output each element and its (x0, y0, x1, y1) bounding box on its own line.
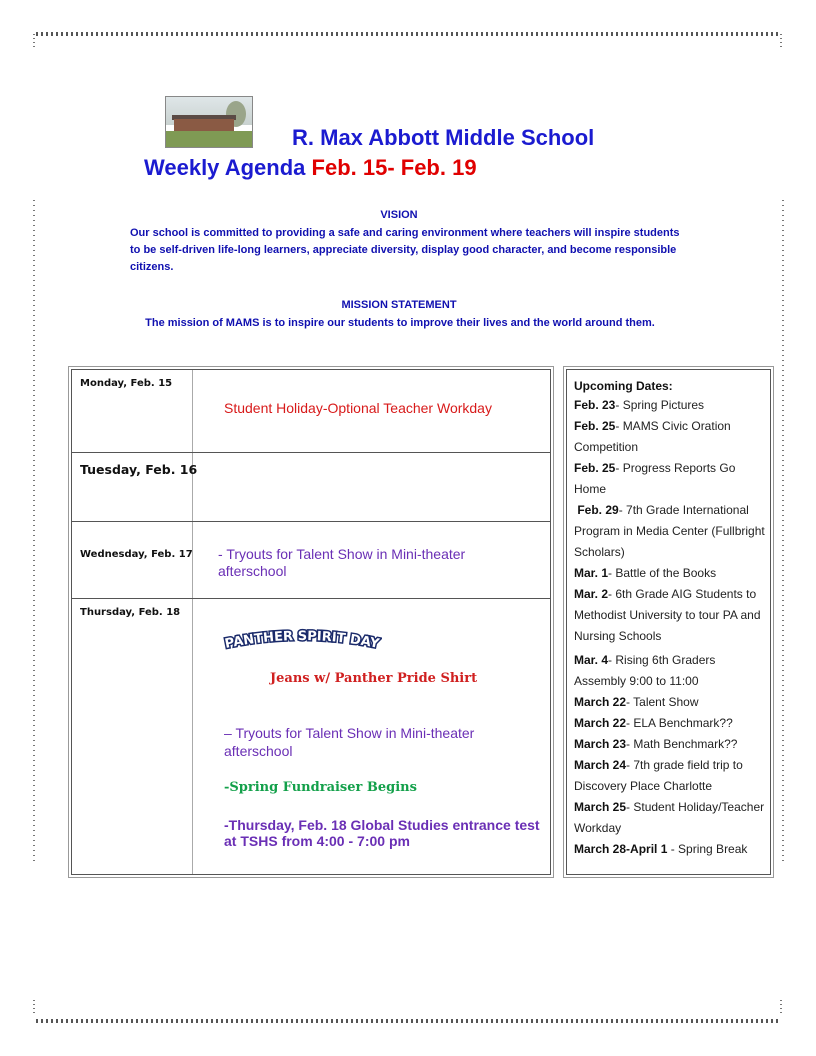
thursday-label: Thursday, Feb. 18 (80, 607, 181, 618)
school-name: R. Max Abbott Middle School (292, 125, 595, 150)
thursday-tryouts (224, 724, 524, 760)
daily-agenda-table (71, 369, 551, 875)
monday-row (72, 370, 550, 453)
monday-event: Student Holiday-Optional Teacher Workday (224, 400, 492, 416)
mission-heading: MISSION STATEMENT (341, 299, 457, 311)
jeans-note: Jeans w/ Panther Pride Shirt (270, 671, 478, 686)
thursday-dash: – (224, 725, 236, 741)
school-photo (165, 96, 253, 148)
wednesday-row (72, 522, 550, 599)
upcoming-item: March 22- Talent Show (574, 695, 699, 709)
upcoming-item: Mar. 1- Battle of the Books (574, 566, 717, 580)
agenda-label: Weekly Agenda (144, 155, 306, 180)
spirit-day-text: PANTHER SPIRIT DAY (223, 628, 381, 652)
upcoming-item: March 22- ELA Benchmark?? (574, 716, 733, 730)
upcoming-heading: Upcoming Dates: (574, 379, 673, 393)
corner-bottom-right (780, 1000, 782, 1014)
page-border-bottom (36, 1019, 780, 1023)
upcoming-dates-panel (566, 369, 771, 875)
upcoming-item: Mar. 2- 6th Grade AIG Students to Methodist University to tour PA and Nursing Schools (574, 587, 761, 643)
wednesday-label: Wednesday, Feb. 17 (80, 549, 193, 560)
agenda-title (144, 155, 477, 181)
upcoming-item: March 28-April 1 - Spring Break (574, 842, 748, 856)
upcoming-item: Feb. 29- 7th Grade International Program in Media Center (Fullbright Scholars) (574, 503, 765, 559)
upcoming-item: Feb. 25- Progress Reports Go Home (574, 461, 736, 496)
upcoming-item: Mar. 4- Rising 6th Graders Assembly 9:00 to 11:00 (574, 653, 716, 688)
vision-text: Our school is committed to providing a safe and caring environment where teachers will inspire students to be self-driven life-long learners, appreciate diversity, display good character, and become responsible citizens. (130, 227, 680, 273)
upcoming-item: March 25- Student Holiday/Teacher Workday (574, 800, 765, 835)
corner-top-left (33, 34, 35, 48)
panther-spirit-day-banner (222, 628, 382, 654)
page-border-top (36, 32, 780, 36)
wednesday-dash: - (218, 546, 227, 562)
wednesday-event (218, 546, 518, 580)
thursday-tryouts-text: Tryouts for Talent Show in Mini-theater afterschool (224, 725, 475, 759)
corner-top-right (780, 34, 782, 48)
mission-text: The mission of MAMS is to inspire our students to improve their lives and the world around them. (145, 317, 655, 329)
monday-label: Monday, Feb. 15 (80, 378, 173, 389)
vision-heading: VISION (380, 209, 418, 221)
wednesday-event-text: Tryouts for Talent Show in Mini-theater afterschool (218, 546, 466, 579)
upcoming-item: March 23- Math Benchmark?? (574, 737, 738, 751)
tuesday-row (72, 453, 550, 522)
upcoming-item: Feb. 23- Spring Pictures (574, 398, 705, 412)
upcoming-item: Feb. 25- MAMS Civic Oration Competition (574, 419, 731, 454)
svg-text:PANTHER SPIRIT DAY (224, 629, 381, 652)
tuesday-label: Tuesday, Feb. 16 (80, 462, 198, 477)
agenda-dates: Feb. 15- Feb. 19 (311, 155, 477, 180)
corner-bottom-left (33, 1000, 35, 1014)
fundraiser-note: -Spring Fundraiser Begins (224, 780, 417, 795)
upcoming-item: March 24- 7th grade field trip to Discovery Place Charlotte (574, 758, 743, 793)
global-studies-test: -Thursday, Feb. 18 Global Studies entrance test at TSHS from 4:00 - 7:00 pm (224, 817, 540, 849)
